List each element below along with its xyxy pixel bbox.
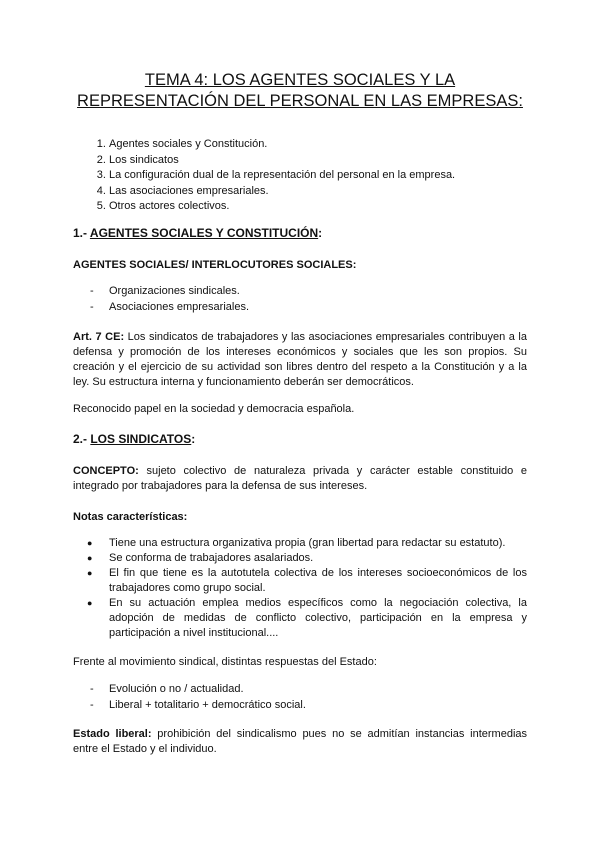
concept-text: sujeto colectivo de naturaleza privada y carácter estable constituido e integrado por trabajadores para la defensa de sus intereses. [73, 465, 527, 492]
bullet-item: ● En su actuación emplea medios específicos como la negociación colectiva, la adopción de medidas de conflicto colectivo, participación en la empresa y participación a nivel institucional.... [73, 596, 527, 641]
section-2-colon: : [191, 432, 196, 446]
notes-bullet-list [73, 536, 527, 641]
section-1-title: AGENTES SOCIALES Y CONSTITUCIÓN [89, 226, 319, 240]
concept-paragraph [73, 464, 527, 494]
state-intro: Frente al movimiento sindical, distintas respuestas del Estado: [73, 656, 377, 668]
section-1-list [73, 284, 527, 315]
list-item: - Asociaciones empresariales. [73, 300, 527, 316]
liberal-label: Estado liberal: [73, 728, 152, 740]
article-text: Los sindicatos de trabajadores y las asociaciones empresariales contribuyen a la defensa y promoción de los intereses económicos y sociales que les son propios. Su creación y el ejercicio de su actividad son libres dentro del respeto a la Constitución y a la ley. Su estructura interna y funcionamiento deberán ser democráticos. [73, 331, 527, 388]
toc-item: 5. Otros actores colectivos. [109, 199, 527, 215]
recognition-note: Reconocido papel en la sociedad y democracia española. [73, 403, 355, 415]
liberal-text: prohibición del sindicalismo pues no se admitían instancias intermedias entre el Estado y el individuo. [73, 728, 528, 755]
list-item: - Evolución o no / actualidad. [73, 682, 527, 698]
section-1-heading [73, 226, 527, 241]
bullet-item: ● Se conforma de trabajadores asalariados. [73, 551, 527, 566]
article-label: Art. 7 CE: [73, 331, 125, 343]
section-1-colon: : [318, 226, 323, 240]
list-item: - Liberal + totalitario + democrático social. [73, 698, 527, 714]
notes-heading: Notas características: [73, 511, 188, 523]
toc-item: 3. La configuración dual de la representación del personal en la empresa. [109, 168, 527, 184]
table-of-contents [73, 137, 527, 215]
toc-item: 1. Agentes sociales y Constitución. [109, 137, 527, 153]
toc-item: 2. Los sindicatos [109, 153, 527, 169]
section-2-heading [73, 432, 527, 447]
section-2-title: LOS SINDICATOS [90, 432, 192, 446]
article-7-paragraph [73, 330, 527, 390]
section-1-number: 1.- [73, 226, 90, 240]
title-colon: : [518, 92, 523, 110]
title-line-2 [60, 91, 540, 112]
concept-label: CONCEPTO: [73, 465, 139, 477]
title-line-1: TEMA 4: LOS AGENTES SOCIALES Y LA [144, 71, 456, 89]
bullet-item: ● Tiene una estructura organizativa propia (gran libertad para redactar su estatuto). [73, 536, 527, 551]
toc-item: 4. Las asociaciones empresariales. [109, 184, 527, 200]
bullet-item: ● El fin que tiene es la autotutela colectiva de los intereses socioeconómicos de los trabajadores como grupo social. [73, 566, 527, 596]
title-line-2-text: REPRESENTACIÓN DEL PERSONAL EN LAS EMPRESAS [77, 92, 519, 110]
liberal-state-paragraph [73, 727, 527, 757]
list-item: - Organizaciones sindicales. [73, 284, 527, 300]
section-2-number: 2.- [73, 432, 91, 446]
state-list [73, 682, 527, 713]
section-1-subheading: AGENTES SOCIALES/ INTERLOCUTORES SOCIALES: [73, 259, 357, 271]
document-title [60, 70, 540, 112]
